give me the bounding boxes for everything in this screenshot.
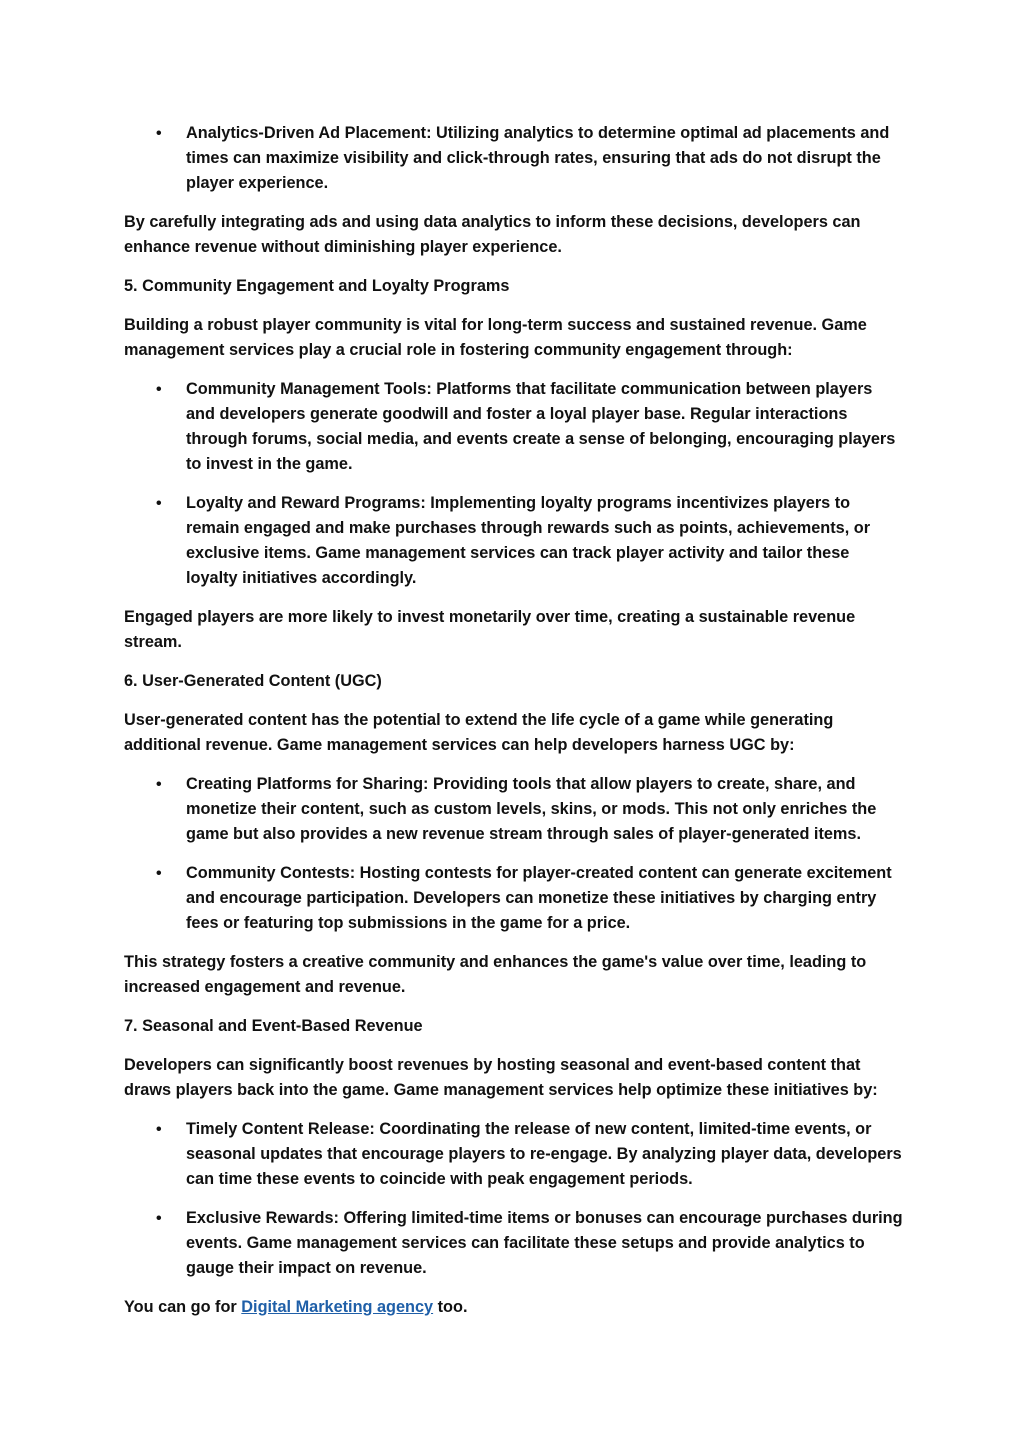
list-item: • Analytics-Driven Ad Placement: Utilizing analytics to determine optimal ad placements and times can maximize visibility and click-through rates, ensuring that ads do not disrupt the player experience. <box>186 121 904 196</box>
paragraph: By carefully integrating ads and using data analytics to inform these decisions, developers can enhance revenue without diminishing player experience. <box>124 213 861 256</box>
document-page <box>124 121 904 1334</box>
section-heading: 7. Seasonal and Event-Based Revenue <box>124 1017 423 1035</box>
list-item: • Exclusive Rewards: Offering limited-time items or bonuses can encourage purchases during events. Game management services can facilitate these setups and provide analytics to gauge their impact on revenue. <box>186 1206 904 1281</box>
paragraph: Building a robust player community is vital for long-term success and sustained revenue. Game management services play a crucial role in fostering community engagement through: <box>124 316 867 359</box>
paragraph: This strategy fosters a creative community and enhances the game's value over time, leading to increased engagement and revenue. <box>124 953 867 996</box>
paragraph: Developers can significantly boost revenues by hosting seasonal and event-based content that draws players back into the game. Game management services help optimize these initiatives by: <box>124 1056 878 1099</box>
list-item: • Community Contests: Hosting contests for player-created content can generate excitement and encourage participation. Developers can monetize these initiatives by charging entry fees or featuring top submissions in the game for a price. <box>186 861 904 936</box>
section-heading: 5. Community Engagement and Loyalty Programs <box>124 277 510 295</box>
list-item: • Timely Content Release: Coordinating the release of new content, limited-time events, or seasonal updates that encourage players to re-engage. By analyzing player data, developers can time these events to coincide with peak engagement periods. <box>186 1117 904 1192</box>
paragraph: Engaged players are more likely to invest monetarily over time, creating a sustainable revenue stream. <box>124 608 856 651</box>
closing-paragraph <box>124 1295 904 1320</box>
paragraph: User-generated content has the potential to extend the life cycle of a game while generating additional revenue. Game management services can help developers harness UGC by: <box>124 711 834 754</box>
list-item: • Loyalty and Reward Programs: Implementing loyalty programs incentivizes players to remain engaged and make purchases through rewards such as points, achievements, or exclusive items. Game management services can track player activity and tailor these loyalty initiatives accordingly. <box>186 491 904 591</box>
digital-marketing-agency-link[interactable]: Digital Marketing agency <box>241 1298 434 1316</box>
closing-suffix: too. <box>433 1298 468 1316</box>
intro-bullet-list <box>124 121 904 196</box>
closing-prefix: You can go for <box>124 1298 242 1316</box>
bullet-list <box>124 1117 904 1281</box>
bullet-list <box>124 377 904 591</box>
bullet-list <box>124 772 904 936</box>
section-heading: 6. User-Generated Content (UGC) <box>124 672 382 690</box>
list-item: • Creating Platforms for Sharing: Providing tools that allow players to create, share, and monetize their content, such as custom levels, skins, or mods. This not only enriches the game but also provides a new revenue stream through sales of player-generated items. <box>186 772 904 847</box>
list-item: • Community Management Tools: Platforms that facilitate communication between players and developers generate goodwill and foster a loyal player base. Regular interactions through forums, social media, and events create a sense of belonging, encouraging players to invest in the game. <box>186 377 904 477</box>
